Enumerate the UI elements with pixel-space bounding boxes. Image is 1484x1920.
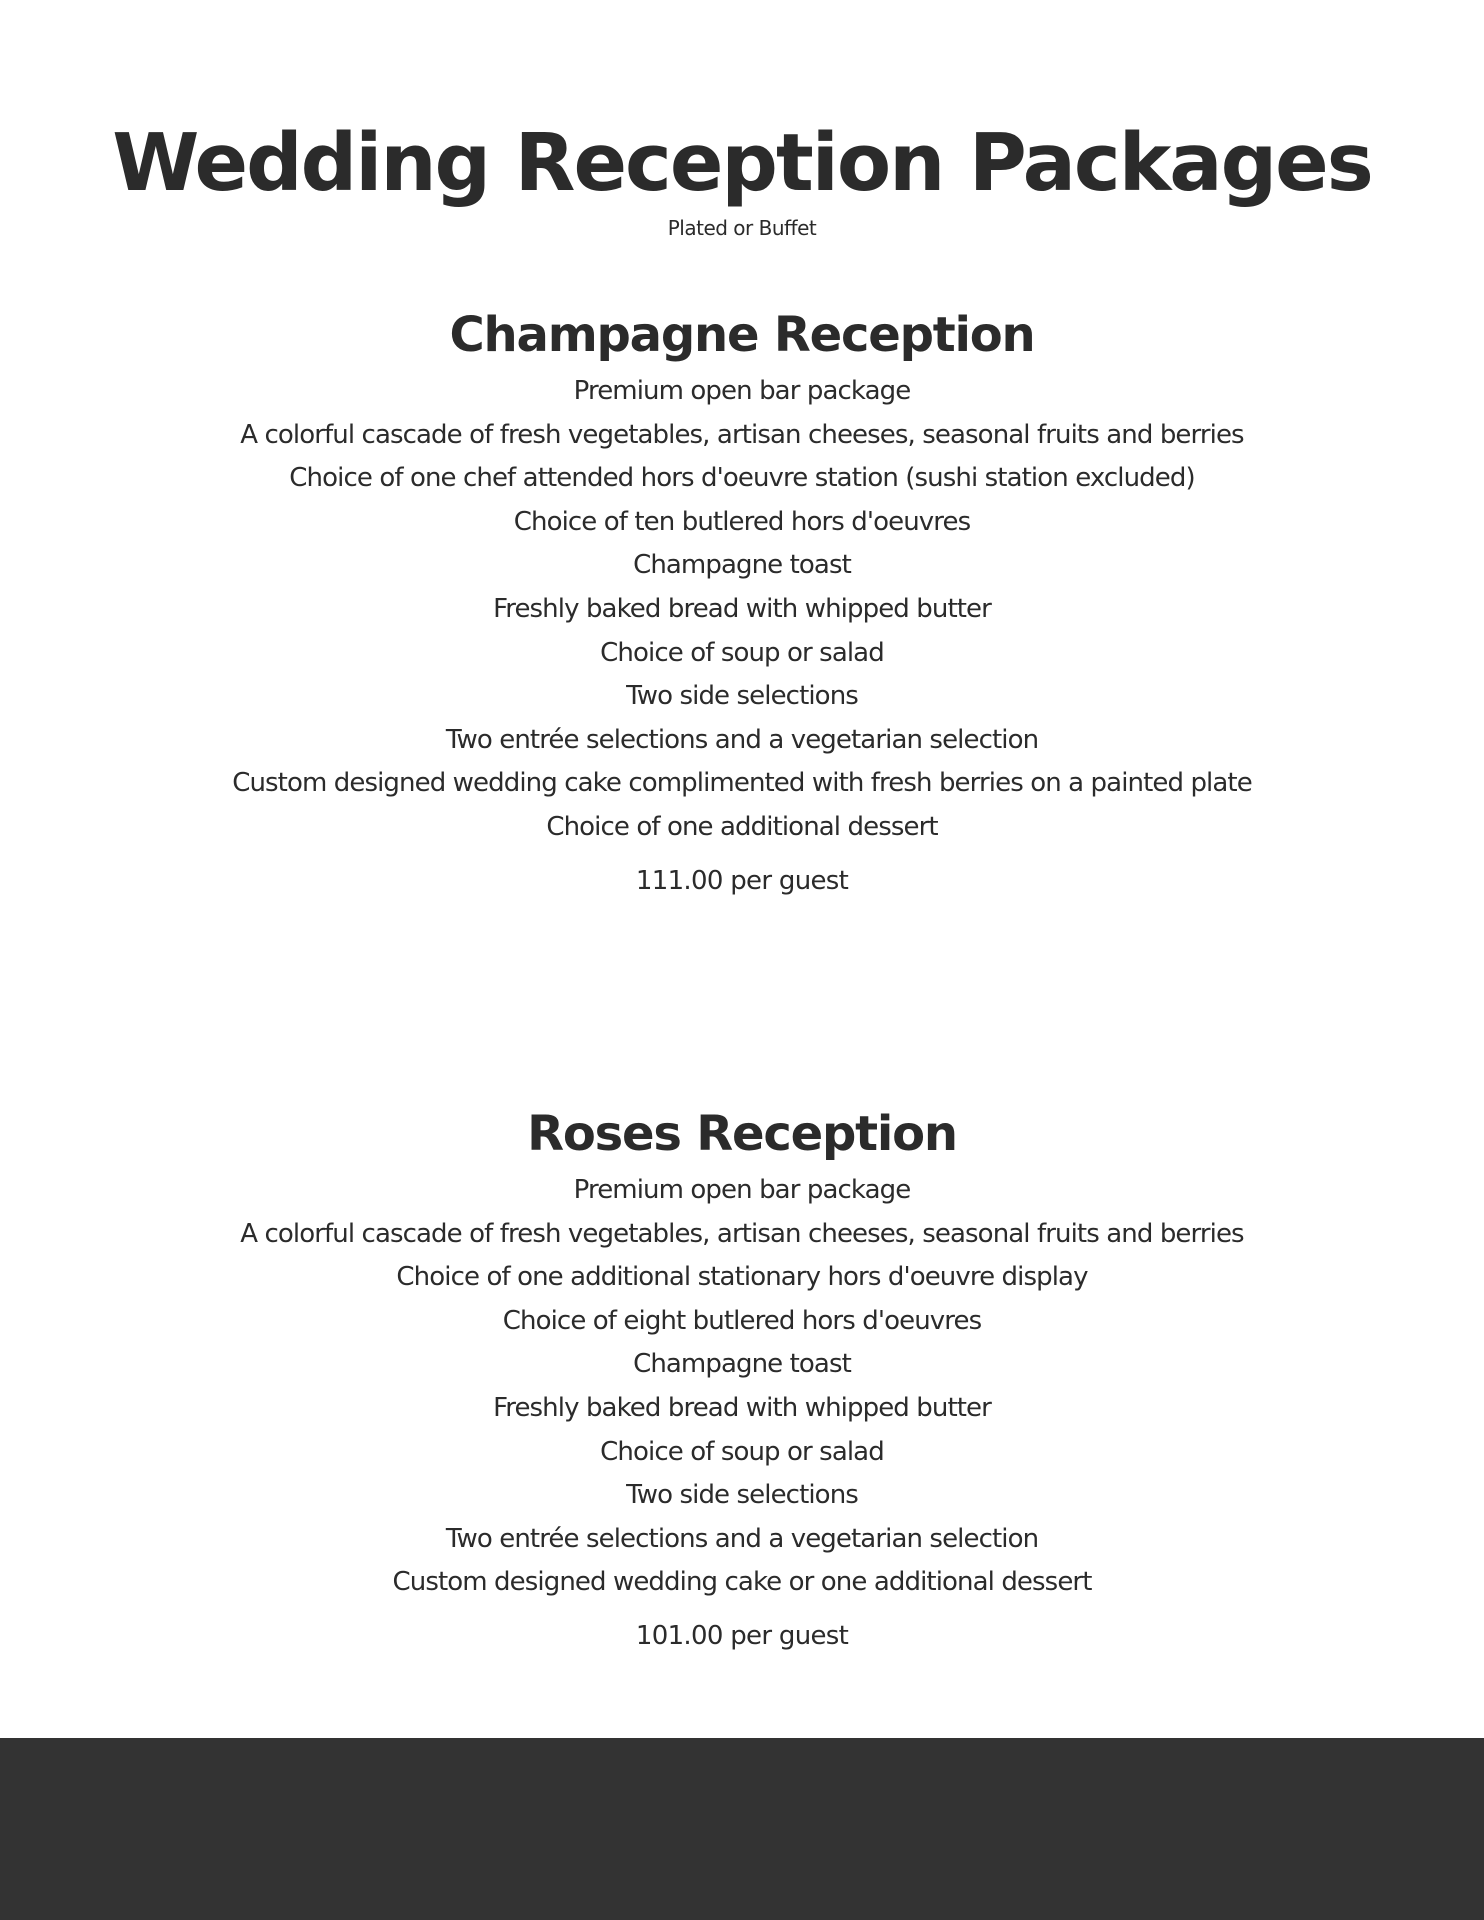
package-title: Champagne Reception	[449, 307, 1035, 363]
list-item: Two side selections	[626, 1480, 858, 1511]
package-title: Roses Reception	[527, 1106, 957, 1162]
list-item: Champagne toast	[633, 1349, 851, 1380]
list-item: A colorful cascade of fresh vegetables, artisan cheeses, seasonal fruits and berries	[240, 1218, 1244, 1249]
list-item: Two entrée selections and a vegetarian selection	[445, 1523, 1039, 1554]
list-item: Choice of eight butlered hors d'oeuvres	[502, 1305, 982, 1336]
list-item: Choice of one additional stationary hors d'oeuvre display	[396, 1262, 1088, 1293]
list-item: Champagne toast	[633, 550, 851, 581]
list-item: Custom designed wedding cake complimented with fresh berries on a painted plate	[232, 768, 1252, 799]
list-item: Custom designed wedding cake or one additional dessert	[392, 1567, 1092, 1598]
list-item: Choice of one additional dessert	[546, 811, 938, 842]
package-champagne-reception	[0, 304, 1484, 899]
list-item: Choice of soup or salad	[600, 637, 884, 668]
page-subtitle: Plated or Buffet	[667, 216, 817, 240]
list-item: Choice of soup or salad	[600, 1436, 884, 1467]
list-item: Two entrée selections and a vegetarian selection	[445, 724, 1039, 755]
list-item: Freshly baked bread with whipped butter	[493, 593, 991, 624]
list-item: A colorful cascade of fresh vegetables, artisan cheeses, seasonal fruits and berries	[240, 419, 1244, 450]
package-price: 101.00 per guest	[635, 1620, 849, 1651]
list-item: Choice of one chef attended hors d'oeuvre station (sushi station excluded)	[289, 463, 1195, 494]
footer-band	[0, 1738, 1484, 1920]
list-item: Choice of ten butlered hors d'oeuvres	[513, 506, 971, 537]
page-title: Wedding Reception Packages	[112, 117, 1372, 209]
package-roses-reception	[0, 1103, 1484, 1654]
list-item: Two side selections	[626, 681, 858, 712]
package-items-list	[0, 370, 1484, 850]
list-item: Premium open bar package	[573, 1175, 911, 1205]
list-item: Freshly baked bread with whipped butter	[493, 1392, 991, 1423]
package-items-list	[0, 1169, 1484, 1605]
package-price: 111.00 per guest	[635, 865, 849, 896]
list-item: Premium open bar package	[573, 376, 911, 406]
